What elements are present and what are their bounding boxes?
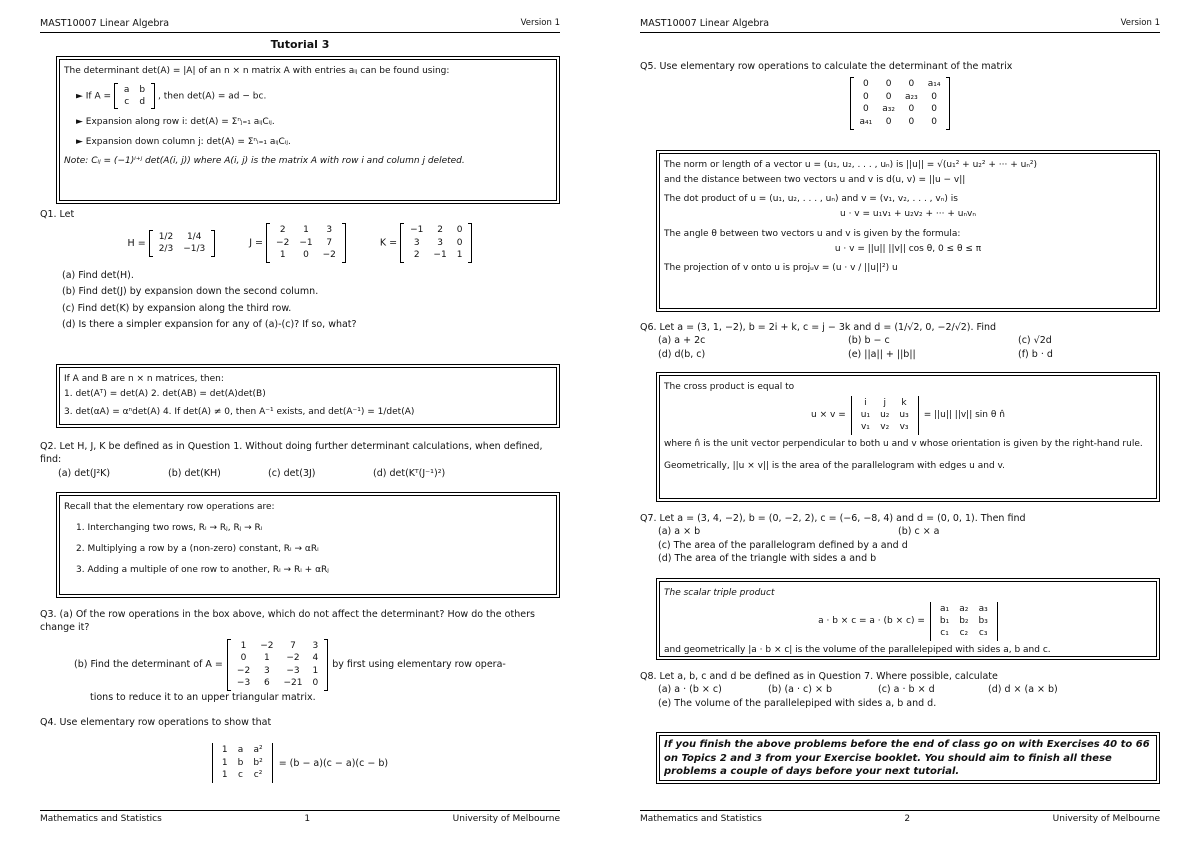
det-bullet-post: , then det(A) = ad − bc. — [158, 91, 267, 102]
cross-product-box — [656, 372, 1160, 502]
q8-parts — [640, 683, 1160, 696]
q8-part-e: (e) The volume of the parallelepiped with sides a, b and d. — [658, 697, 937, 709]
properties-box — [56, 364, 560, 428]
matrix-cell: v₁ — [860, 422, 870, 433]
h-label: H = — [127, 237, 146, 249]
matrix-cell: 0 — [908, 117, 915, 128]
det-bullet-column: ► Expansion down column j: det(A) = Σⁿᵢ₌₁ aᵢⱼCᵢⱼ. — [76, 136, 291, 147]
q4-rhs: = (b − a)(c − a)(c − b) — [278, 757, 389, 769]
matrix-cell: 1 — [221, 757, 228, 768]
matrix-h — [128, 230, 216, 257]
q6-part-c: (c) √2d — [1018, 335, 1052, 347]
question-1 — [40, 208, 560, 334]
row-op-2: 2. Multiplying a row by a (non-zero) constant, Rᵢ → αRᵢ — [76, 544, 319, 555]
q7-part-d: (d) The area of the triangle with sides a and b — [658, 552, 877, 564]
q2-parts — [40, 467, 560, 480]
row-ops-intro: Recall that the elementary row operations are: — [64, 502, 275, 512]
matrix-cell: 0 — [885, 117, 892, 128]
q8-part-c: (c) a · b × d — [878, 684, 935, 696]
page-header — [40, 18, 560, 33]
dot-def: The dot product of u = (u₁, u₂, . . . , uₙ) and v = (v₁, v₂, . . . , vₙ) is — [664, 194, 958, 205]
matrix-cell: −21 — [283, 678, 303, 689]
q8-text: Q8. Let a, b, c and d be defined as in Question 7. Where possible, calculate — [640, 671, 998, 682]
triple-def: The scalar triple product — [664, 588, 775, 598]
matrix-cell: −1 — [299, 237, 313, 248]
matrix-cell: 2 — [279, 225, 286, 236]
matrix-cell: 0 — [931, 91, 937, 102]
det-intro: The determinant det(A) = |A| of an n × n matrix A with entries aᵢⱼ can be found using: — [64, 66, 450, 76]
q7-part-a: (a) a × b — [658, 526, 701, 538]
q3-part-a: Q3. (a) Of the row operations in the box above, which do not affect the determinant? How do the others change it? — [40, 609, 535, 634]
q5-matrix — [850, 77, 951, 129]
a-matrix — [227, 639, 328, 691]
matrix-cell: 1 — [456, 250, 463, 261]
matrix-cell: c₂ — [959, 628, 969, 639]
prop-line-1: 1. det(Aᵀ) = det(A) 2. det(AB) = det(A)det(B) — [64, 389, 266, 400]
angle-def: The angle θ between two vectors u and v is given by the formula: — [664, 228, 961, 239]
page-number: 1 — [304, 814, 311, 824]
matrix-cell: 0 — [885, 91, 892, 102]
j-matrix — [266, 223, 346, 263]
matrix-cell: b₃ — [978, 616, 988, 627]
q2-part-c: (c) det(3J) — [268, 467, 316, 479]
cross-unit-vector: where n̂ is the unit vector perpendicular to both u and v whose orientation is given by the right-hand rule. — [664, 438, 1143, 449]
cross-lhs: u × v = — [811, 410, 846, 421]
k-label: K = — [379, 237, 398, 249]
matrix-cell: a₃₂ — [882, 104, 895, 115]
page-header — [640, 18, 1160, 33]
matrix-cell: 0 — [931, 104, 937, 115]
matrix-cell: k — [901, 398, 907, 409]
matrix-cell: u₃ — [899, 410, 909, 421]
q3-b-pre: (b) Find the determinant of A = — [74, 659, 223, 671]
det-bullet-pre: ► If A = — [76, 91, 112, 102]
row-op-1: 1. Interchanging two rows, Rᵢ → Rⱼ, Rⱼ → Rᵢ — [76, 523, 263, 534]
question-6 — [640, 321, 1160, 361]
k-matrix — [400, 223, 472, 263]
matrix-cell: a₂ — [959, 604, 969, 615]
q1-matrices — [40, 223, 560, 263]
version-label: Version 1 — [520, 18, 560, 28]
matrix-cell: 2 — [437, 225, 443, 236]
matrix-cell: 0 — [456, 225, 463, 236]
page-1 — [40, 0, 560, 849]
prop-intro: If A and B are n × n matrices, then: — [64, 374, 224, 384]
distance-def: and the distance between two vectors u and v is d(u, v) = ||u − v|| — [664, 175, 966, 186]
q5-matrix-wrap — [640, 77, 1160, 129]
matrix-cell: −2 — [260, 640, 274, 651]
question-8 — [640, 670, 1160, 710]
matrix-cell: a₄₁ — [859, 117, 873, 128]
matrix-cell: 3 — [437, 237, 443, 248]
q6-part-b: (b) b − c — [848, 335, 890, 347]
matrix-cell: 3 — [263, 665, 270, 676]
matrix-cell: −2 — [276, 237, 290, 248]
matrix-cell: 1 — [279, 250, 286, 261]
tutorial-title: Tutorial 3 — [270, 38, 330, 51]
matrix-cell: b₂ — [959, 616, 969, 627]
version-label: Version 1 — [1120, 18, 1160, 28]
matrix-cell: 0 — [863, 91, 869, 102]
h-matrix — [149, 230, 216, 257]
q3-b-continued: tions to reduce it to an upper triangular matrix. — [90, 691, 316, 703]
matrix-j — [249, 223, 346, 263]
matrix-cell: 0 — [908, 104, 915, 115]
matrix-cell: 1/2 — [158, 231, 174, 242]
footer-university: University of Melbourne — [1052, 814, 1160, 824]
scalar-triple-box — [656, 578, 1160, 660]
q6-part-a: (a) a + 2c — [658, 335, 706, 347]
q7-part-c: (c) The area of the parallelogram defined by a and d — [658, 539, 908, 551]
matrix-cell: 0 — [303, 250, 309, 261]
triple-formula — [664, 602, 1152, 640]
footer-university: University of Melbourne — [452, 814, 560, 824]
prop-line-2: 3. det(αA) = αⁿdet(A) 4. If det(A) ≠ 0, then A⁻¹ exists, and det(A⁻¹) = 1/det(A) — [64, 407, 415, 418]
matrix-cell: 1 — [263, 653, 270, 664]
final-instructions-box: If you finish the above problems before the end of class go on with Exercises 40 to 66 on Topics 2 and 3 from your Exercise booklet. You should aim to finish all these problems a couple of days before your next tutorial. — [656, 732, 1160, 784]
matrix-cell: b — [139, 85, 146, 96]
norm-def: The norm or length of a vector u = (u₁, u₂, . . . , uₙ) is ||u|| = √(u₁² + u₂² + ··· + uₙ²) — [664, 160, 1038, 170]
matrix-cell: c — [124, 97, 130, 108]
row-operations-box — [56, 492, 560, 598]
matrix-cell: a₁₄ — [927, 79, 941, 90]
matrix-cell: a — [237, 745, 244, 756]
matrix-cell: −2 — [236, 665, 251, 676]
matrix-cell: u₁ — [860, 410, 871, 421]
matrix-cell: c₁ — [940, 628, 949, 639]
q8-part-d: (d) d × (a × b) — [988, 684, 1058, 696]
matrix-cell: b — [237, 757, 244, 768]
q7-parts-ab — [640, 525, 1160, 538]
q2-part-a: (a) det(J²K) — [58, 467, 111, 479]
matrix-cell: 7 — [326, 237, 333, 248]
course-title: MAST10007 Linear Algebra — [40, 18, 170, 29]
matrix-cell: −2 — [286, 653, 300, 664]
vandermonde-determinant — [212, 743, 273, 783]
dot-formula: u · v = u₁v₁ + u₂v₂ + ··· + uₙvₙ — [840, 209, 976, 220]
matrix-cell: 3 — [413, 237, 420, 248]
det-bullet-2x2 — [64, 83, 552, 109]
footer-dept: Mathematics and Statistics — [640, 814, 762, 824]
matrix-cell: c₃ — [978, 628, 988, 639]
matrix-cell: 1 — [303, 225, 309, 236]
matrix-cell: 0 — [863, 104, 869, 115]
q8-part-b: (b) (a · c) × b — [768, 684, 833, 696]
q6-text: Q6. Let a = (3, 1, −2), b = 2i + k, c = j − 3k and d = (1/√2, 0, −2/√2). Find — [640, 322, 997, 333]
matrix-cell: −1 — [433, 250, 447, 261]
cross-determinant — [851, 396, 919, 434]
question-3 — [40, 608, 560, 704]
matrix-cell: 1 — [221, 745, 228, 756]
matrix-cell: 1/4 — [186, 231, 202, 242]
matrix-cell: 7 — [290, 640, 296, 651]
q2-part-b: (b) det(KH) — [168, 467, 221, 479]
cross-def: The cross product is equal to — [664, 382, 795, 392]
matrix-cell: 0 — [456, 237, 463, 248]
norm-dot-box — [656, 150, 1160, 312]
matrix-cell: 0 — [908, 79, 915, 90]
page-2 — [640, 0, 1160, 849]
matrix-cell: 0 — [240, 653, 247, 664]
matrix-cell: j — [883, 398, 886, 409]
matrix-2x2 — [114, 83, 155, 109]
q4-equation — [40, 743, 560, 783]
matrix-cell: 1 — [240, 640, 247, 651]
det-note: Note: Cᵢⱼ = (−1)ⁱ⁺ʲ det(A(i, j)) where A(i, j) is the matrix A with row i and column j deleted. — [64, 155, 465, 166]
q1-part-b: (b) Find det(J) by expansion down the second column. — [62, 286, 319, 298]
page-footer — [40, 810, 560, 824]
question-4 — [40, 716, 560, 783]
projection-def: The projection of v onto u is projᵤv = (u · v / ||u||²) u — [664, 262, 898, 273]
q6-part-d: (d) d(b, c) — [658, 348, 706, 360]
matrix-cell: 1 — [221, 770, 228, 781]
cross-area: Geometrically, ||u × v|| is the area of the parallelogram with edges u and v. — [664, 460, 1006, 471]
q6-parts — [640, 334, 1160, 361]
matrix-cell: a₁ — [939, 604, 950, 615]
row-op-3: 3. Adding a multiple of one row to another, Rᵢ → Rᵢ + αRⱼ — [76, 565, 329, 576]
matrix-cell: b₁ — [939, 616, 950, 627]
q8-part-a: (a) a · (b × c) — [658, 684, 722, 696]
q1-part-a: (a) Find det(H). — [62, 270, 134, 282]
q1-part-d: (d) Is there a simpler expansion for any of (a)-(c)? If so, what? — [62, 318, 357, 330]
angle-formula: u · v = ||u|| ||v|| cos θ, 0 ≤ θ ≤ π — [834, 243, 982, 254]
q7-text: Q7. Let a = (3, 4, −2), b = (0, −2, 2), c = (−6, −8, 4) and d = (0, 0, 1). Then find — [640, 513, 1026, 524]
question-5 — [640, 60, 1160, 130]
j-label: J = — [249, 237, 264, 249]
matrix-cell: 0 — [931, 117, 937, 128]
matrix-cell: a² — [253, 745, 263, 756]
matrix-cell: −3 — [286, 665, 300, 676]
matrix-cell: c — [238, 770, 243, 781]
matrix-cell: a — [123, 85, 130, 96]
question-2 — [40, 440, 560, 480]
matrix-cell: −1 — [410, 225, 424, 236]
matrix-cell: 4 — [312, 653, 319, 664]
triple-lhs: a · b × c = a · (b × c) = — [818, 616, 925, 627]
matrix-cell: c² — [253, 770, 263, 781]
matrix-cell: u₂ — [880, 410, 890, 421]
page-number: 2 — [904, 814, 911, 824]
matrix-cell: a₂₃ — [905, 91, 918, 102]
matrix-cell: 2 — [413, 250, 420, 261]
q5-text: Q5. Use elementary row operations to calculate the determinant of the matrix — [640, 61, 1013, 72]
q3-part-b — [40, 639, 560, 691]
matrix-cell: 0 — [863, 79, 869, 90]
matrix-cell: 0 — [885, 79, 892, 90]
matrix-cell: −3 — [236, 678, 251, 689]
matrix-cell: 3 — [312, 640, 319, 651]
matrix-cell: 2/3 — [158, 244, 174, 255]
matrix-cell: b² — [253, 757, 263, 768]
det-bullet-row: ► Expansion along row i: det(A) = Σⁿⱼ₌₁ aᵢⱼCᵢⱼ. — [76, 117, 275, 128]
triple-determinant — [930, 602, 998, 640]
course-title: MAST10007 Linear Algebra — [640, 18, 770, 29]
q3-b-post: by first using elementary row opera- — [332, 659, 506, 671]
q6-part-e: (e) ||a|| + ||b|| — [848, 348, 916, 360]
cross-rhs: = ||u|| ||v|| sin θ n̂ — [923, 410, 1005, 421]
matrix-cell: d — [139, 97, 146, 108]
q6-part-f: (f) b · d — [1018, 348, 1053, 360]
q1-part-c: (c) Find det(K) by expansion along the third row. — [62, 302, 292, 314]
matrix-k — [380, 223, 473, 263]
cross-formula — [664, 396, 1152, 434]
matrix-cell: a₃ — [978, 604, 988, 615]
q2-text: Q2. Let H, J, K be defined as in Question 1. Without doing further determinant calculations, when defined, find: — [40, 441, 543, 466]
question-7 — [640, 512, 1160, 565]
matrix-cell: 1 — [312, 665, 319, 676]
q7-part-b: (b) c × a — [898, 526, 940, 538]
q2-part-d: (d) det(Kᵀ(J⁻¹)²) — [373, 467, 446, 479]
matrix-cell: 3 — [326, 225, 333, 236]
triple-volume: and geometrically |a · b × c| is the volume of the parallelepiped with sides a, b and c. — [664, 644, 1051, 655]
matrix-cell: 0 — [312, 678, 319, 689]
footer-dept: Mathematics and Statistics — [40, 814, 162, 824]
matrix-cell: v₂ — [880, 422, 890, 433]
matrix-cell: −2 — [322, 250, 336, 261]
matrix-cell: i — [864, 398, 867, 409]
page-footer — [640, 810, 1160, 824]
matrix-cell: 6 — [263, 678, 270, 689]
matrix-cell: −1/3 — [183, 244, 206, 255]
determinant-box — [56, 56, 560, 204]
q4-text: Q4. Use elementary row operations to show that — [40, 717, 272, 728]
matrix-cell: v₃ — [899, 422, 909, 433]
q1-label: Q1. Let — [40, 209, 75, 220]
